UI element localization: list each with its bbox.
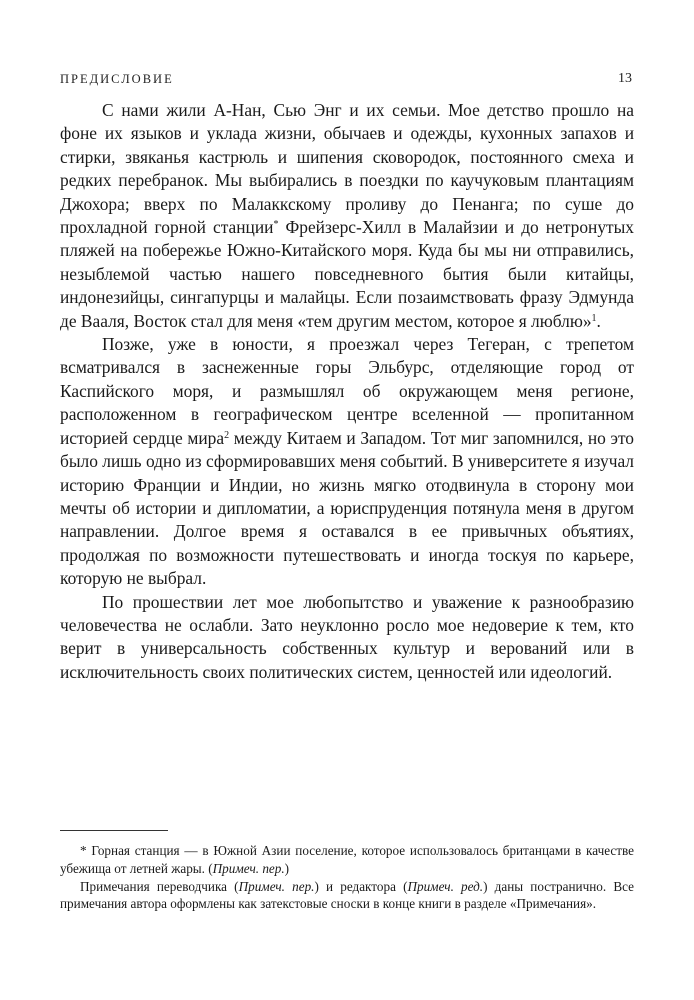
footnote-1: * Горная станция — в Южной Азии поселение, которое использовалось британцами в качестве убежища от летней жары. (Примеч. пер.) (60, 843, 634, 876)
endnote-marker-2[interactable]: 2 (224, 429, 230, 441)
footnote-marker-asterisk[interactable]: * (273, 219, 279, 231)
paragraph-1: С нами жили А-Нан, Сью Энг и их семьи. Мое детство прошло на фоне их языков и уклада жизни, обычаев и одежды, кухонных запахов и стирки, звяканья кастрюль и шипения сковородок, постоянного смеха и редких перебранок. Мы выбирались в поездки по каучуковым плантациям Джохора; вверх по Малаккскому проливу до Пенанга; по суше до прохладной горной станции* Фрейзерс-Хилл в Малайзии и до нетронутых пляжей на побережье Южно-Китайского моря. Куда бы мы ни отправились, незыблемой частью нашего повседневного бытия были китайцы, индонезийцы, сингапурцы и малайцы. Если позаимствовать фразу Эдмунда де Вааля, Восток стал для меня «тем другим местом, которое я люблю»$^1$. (60, 100, 634, 331)
main-text (60, 99, 634, 684)
footnotes (60, 842, 634, 913)
endnote-marker-1[interactable]: 1 (591, 312, 597, 324)
paragraph-2: Позже, уже в юности, я проезжал через Тегеран, с трепетом всматривался в заснеженные горы Эльбурс, отделяющие город от Каспийского моря, и размышлял об окружающем меня регионе, расположенном в географическом центре вселенной — пропитанном историей сердце мира$^2$ между Китаем и Западом. Тот миг запомнился, но это было лишь одно из сформировавших меня событий. В университете я изучал историю Франции и Индии, но жизнь мягко отодвинула в сторону мои мечты об истории и дипломатии, а юриспруденция потянула меня в другом направлении. Долгое время я оставался в ее привычных объятиях, продолжая по возможности путешествовать и иногда тоскуя по карьере, которую не выбрал. (60, 334, 635, 589)
paragraph-3: По прошествии лет мое любопытство и уважение к разнообразию человечества не ослабли. Зато неуклонно росло мое недоверие к тем, кто верит в универсальность собственных культур и верований или в исключительность своих политических систем, ценностей или идеологий. (60, 591, 634, 682)
running-head: ПРЕДИСЛОВИЕ (60, 72, 174, 86)
footnote-divider (60, 830, 168, 831)
footnote-2: Примечания переводчика (Примеч. пер.) и редактора (Примеч. ред.) даны постранично. Все примечания автора оформлены как затекстовые сноски в конце книги в разделе «Примечания». (60, 878, 634, 912)
page-number: 13 (618, 71, 632, 86)
